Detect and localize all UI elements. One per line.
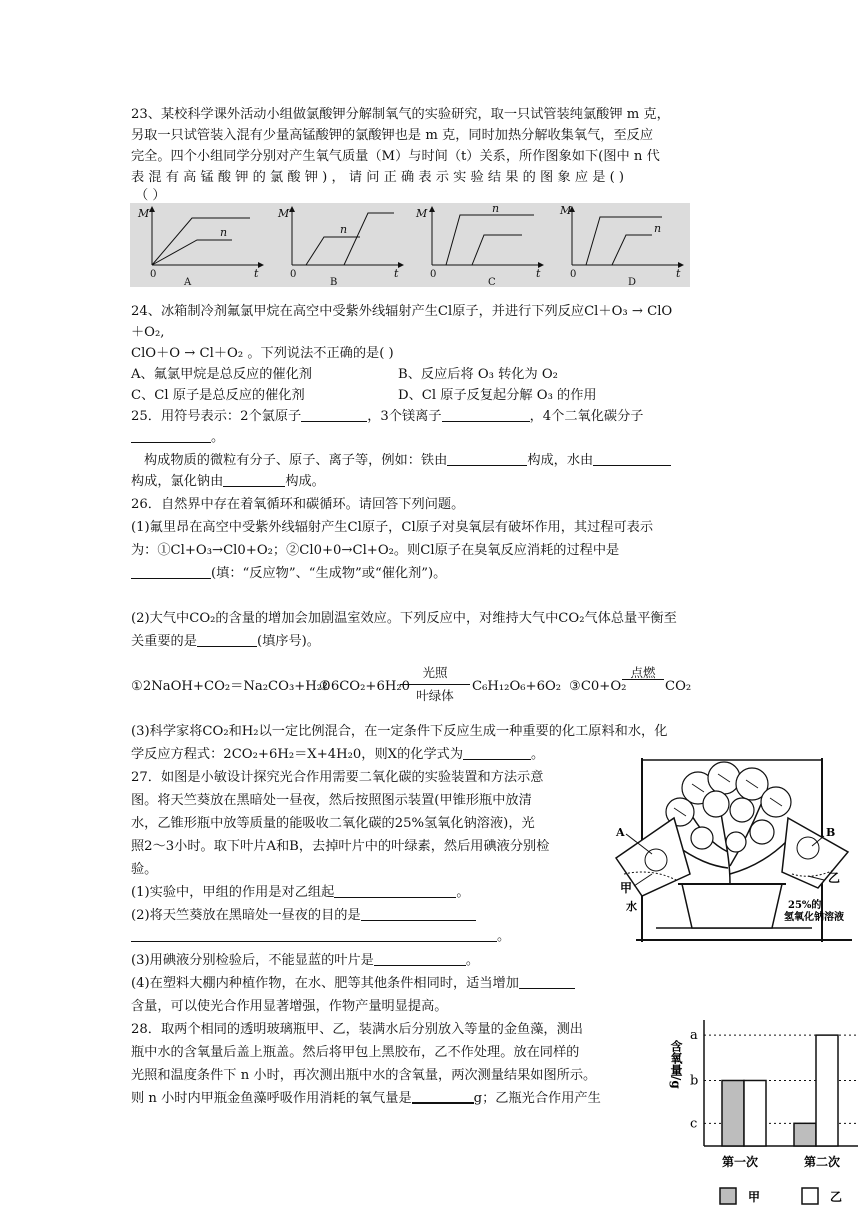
fig-label-jia: 甲 <box>620 881 633 895</box>
q26-p1-line-3-text: (填：“反应物”、“生成物”或“催化剂”)。 <box>211 566 447 581</box>
q26-p2-line-2-end: (填序号)。 <box>256 634 320 649</box>
graph-b <box>272 203 407 287</box>
q26-eq-3-arrow <box>622 663 664 687</box>
q26-eq-2-condition-top: 光照 <box>422 665 448 680</box>
q26-blank-x-formula[interactable] <box>463 745 531 760</box>
q28-line-4 <box>131 1088 731 1109</box>
q26-p3-line-2-end: 。 <box>531 747 545 762</box>
q24-line-3: ClO＋O → Cl＋O₂ 。下列说法不正确的是( ) <box>131 346 394 361</box>
legend-swatch-yi <box>802 1188 818 1204</box>
legend-label-yi: 乙 <box>830 1190 843 1204</box>
q26-p3-line-2-text: 学反应方程式：2CO₂+6H₂＝X+4H₂0，则X的化学式为 <box>131 747 464 762</box>
q27-blank-2a[interactable] <box>361 906 476 921</box>
q26-p2-line-2-text: 关重要的是 <box>131 634 197 649</box>
graph-c-origin: 0 <box>430 269 437 280</box>
q26-p2-line-2 <box>131 631 731 652</box>
graph-a-option: A <box>184 277 192 287</box>
plant-leaves-icon <box>666 762 791 852</box>
q25-line-2 <box>131 427 731 448</box>
q26-eq-3-left: ③C0+O₂ <box>569 679 627 694</box>
q26-eq-2-arrow <box>400 663 470 703</box>
fig-label-yi: 乙 <box>828 871 841 885</box>
chart-tick-a: a <box>690 1028 698 1044</box>
fig-label-water: 水 <box>626 900 637 913</box>
q26-p1-line-3 <box>131 563 731 584</box>
q27-sub-2-cont: 。 <box>131 926 731 947</box>
graph-a <box>132 203 267 287</box>
chart-tick-c: c <box>690 1116 698 1132</box>
graph-d-y-label: M <box>560 204 572 217</box>
q26-p2-line-1: (2)大气中CO₂的含量的增加会加剧温室效应。下列反应中，对维持大气中CO₂气体总量平衡至 <box>131 611 677 626</box>
q27-sub-4b: 含量，可以使光合作用显著增强，作物产量明显提高。 <box>131 999 448 1014</box>
q25-blank-water[interactable] <box>593 451 671 466</box>
graph-b-origin: 0 <box>290 269 297 280</box>
graph-d <box>552 203 687 287</box>
q27-line-1: 27．如图是小敏设计探究光合作用需要二氧化碳的实验装置和方法示意 <box>131 770 544 785</box>
q27-blank-2b[interactable] <box>131 927 497 942</box>
q28-blank-respiration[interactable] <box>412 1088 474 1104</box>
q24-option-d: D、Cl 原子反复起分解 O₃ 的作用 <box>398 388 597 403</box>
chart-tick-b: b <box>690 1073 699 1089</box>
q26-p1-line-1: (1)氟里昂在高空中受紫外线辐射产生Cl原子，Cl原子对臭氧层有破坏作用，其过程可表示 <box>131 520 654 535</box>
q28-line-1: 28．取两个相同的透明玻璃瓶甲、乙，装满水后分别放入等量的金鱼藻，测出 <box>131 1022 583 1037</box>
q26-p3-line-1: (3)科学家将CO₂和H₂以一定比例混合，在一定条件下反应生成一种重要的化工原料和水，化 <box>131 724 668 739</box>
graph-a-y-label: M <box>138 207 150 220</box>
legend-label-jia: 甲 <box>748 1190 761 1204</box>
q27-sub-4a-text: (4)在塑料大棚内种植作物，在水、肥等其他条件相同时，适当增加 <box>131 976 519 991</box>
graph-c-x-label: t <box>536 267 541 280</box>
q27-line-5: 验。 <box>131 862 158 877</box>
graph-a-origin: 0 <box>150 269 157 280</box>
graph-c-curve-label: n <box>492 203 500 215</box>
fig-label-solution-1: 25%的 <box>788 900 822 911</box>
q24-option-b: B、反应后将 O₃ 转化为 O₂ <box>398 367 558 382</box>
q25-text-7: 构成。 <box>285 474 325 489</box>
q26-eq-3-right: CO₂ <box>665 679 692 694</box>
q27-sub-1-text: (1)实验中，甲组的作用是对乙组起 <box>131 885 335 900</box>
q28-line-4-text-1: 则 n 小时内甲瓶金鱼藻呼吸作用消耗的氧气量是 <box>131 1091 412 1106</box>
q25-text-5: 构成，水由 <box>527 453 594 468</box>
chart-bar-jia-2 <box>794 1123 816 1146</box>
chart-ylabel: 含氧量/g <box>669 1040 683 1089</box>
q25-text-4: 构成物质的微粒有分子、原子、离子等，例如：铁由 <box>144 453 448 468</box>
q23-line-5: （ ） <box>135 188 166 203</box>
q23-line-1: 23、某校科学课外活动小组做氯酸钾分解制氧气的实验研究，取一只试管装纯氯酸钾 m 克， <box>131 107 670 122</box>
q27-blank-1[interactable] <box>334 883 456 898</box>
fig-label-b: B <box>826 826 836 839</box>
q25-text-1: 25．用符号表示：2个氯原子 <box>131 409 302 424</box>
graph-c-option: C <box>488 277 496 287</box>
q25-blank-chlorine[interactable] <box>301 407 367 422</box>
q28-oxygen-chart <box>662 1016 860 1216</box>
q26-eq-2-left: ②6CO₂+6H₂0 <box>319 679 411 694</box>
graph-b-option: B <box>330 277 338 287</box>
q27-blank-3[interactable] <box>374 951 466 966</box>
q28-line-2: 瓶中水的含氧量后盖上瓶盖。然后将甲包上黑胶布，乙不作处理。放在同样的 <box>131 1045 580 1060</box>
graph-b-curve-label: n <box>340 223 348 236</box>
q26-p1-line-2: 为：①Cl+O₃→Cl0+O₂；②Cl0+0→Cl+O₂。则Cl原子在臭氧反应消耗的过程中是 <box>131 543 620 558</box>
chart-category-2: 第二次 <box>803 1155 841 1169</box>
q25-text-6: 构成，氯化钠由 <box>131 474 224 489</box>
q26-eq-3-condition-top: 点燃 <box>630 665 656 680</box>
q25-text-2: ，3个镁离子 <box>367 409 442 424</box>
q27-sub-2-text: (2)将天竺葵放在黑暗处一昼夜的目的是 <box>131 908 361 923</box>
graph-a-curve-label: n <box>220 226 228 239</box>
q27-line-3: 水，乙锥形瓶中放等质量的能吸收二氧化碳的25%氢氧化钠溶液)，光 <box>131 816 535 831</box>
q28-line-4-text-2: g；乙瓶光合作用产生 <box>473 1091 601 1106</box>
q23-line-3: 完全。四个小组同学分别对产生氧气质量（M）与时间（t）关系，所作图象如下(图中 n 代 <box>131 149 660 164</box>
graph-b-y-label: M <box>278 207 290 220</box>
q27-sub-4a <box>131 973 731 994</box>
q25-line-2-end: 。 <box>211 430 225 445</box>
q25-blank-nacl[interactable] <box>223 472 285 487</box>
graph-a-x-label: t <box>254 267 259 280</box>
q23-line-2: 另取一只试管装入混有少量高锰酸钾的氯酸钾也是 m 克，同时加热分解收集氧气，至反应 <box>131 128 654 143</box>
fig-label-solution-2: 氢氧化钠溶液 <box>784 912 844 923</box>
q27-sub-3: (3)用碘液分别检验后，不能显蓝的叶片是 。 <box>131 953 480 968</box>
q25-blank-iron[interactable] <box>447 451 527 466</box>
q26-blank-cl-role[interactable] <box>131 564 211 579</box>
q28-line-3: 光照和温度条件下 n 小时，再次测出瓶中水的含氧量，两次测量结果如图所示。 <box>131 1068 597 1083</box>
q26-blank-reaction[interactable] <box>197 632 257 647</box>
q28-chart-svg <box>662 1016 860 1216</box>
graph-d-x-label: t <box>676 267 681 280</box>
q24-option-a: A、氟氯甲烷是总反应的催化剂 <box>131 367 312 382</box>
q26-eq-2-right: C₆H₁₂O₆+6O₂ <box>472 679 562 694</box>
graph-d-origin: 0 <box>570 269 577 280</box>
graph-c <box>412 203 547 287</box>
q24-option-c: C、Cl 原子是总反应的催化剂 <box>131 388 305 403</box>
q27-experiment-figure <box>612 756 860 946</box>
q25-line-3 <box>144 450 744 471</box>
q26-eq-2-condition-bottom: 叶绿体 <box>416 688 454 703</box>
q25-text-3: ，4个二氧化碳分子 <box>529 409 644 424</box>
q24-line-2: ＋O₂, <box>131 325 165 340</box>
q27-blank-4[interactable] <box>519 974 575 989</box>
chart-category-1: 第一次 <box>721 1155 759 1169</box>
graph-d-curve-label: n <box>654 222 662 235</box>
graph-b-x-label: t <box>394 267 399 280</box>
q25-line-1 <box>131 406 731 427</box>
graph-d-option: D <box>628 277 637 287</box>
legend-swatch-jia <box>720 1188 736 1204</box>
fig-label-a: A <box>616 826 625 839</box>
q26-title: 26．自然界中存在着氧循环和碳循环。请回答下列问题。 <box>131 497 465 512</box>
q25-blank-magnesium[interactable] <box>442 407 530 422</box>
chart-bar-jia-1 <box>722 1080 744 1146</box>
q27-line-4: 照2～3小时。取下叶片A和B，去掉叶片中的叶绿素，然后用碘液分别检 <box>131 839 550 854</box>
q26-eq-1: ①2NaOH+CO₂＝Na₂CO₃+H₂0 <box>131 679 331 694</box>
q27-sub-1: (1)实验中，甲组的作用是对乙组起 。 <box>131 885 470 900</box>
q23-graphs-strip <box>130 203 690 287</box>
q27-sub-3-text: (3)用碘液分别检验后，不能显蓝的叶片是 <box>131 953 374 968</box>
q27-line-2: 图。将天竺葵放在黑暗处一昼夜，然后按照图示装置(甲锥形瓶中放清 <box>131 793 532 808</box>
q25-line-4 <box>131 471 731 492</box>
q25-blank-co2[interactable] <box>131 428 211 443</box>
graph-c-y-label: M <box>416 207 428 220</box>
q24-line-1: 24、冰箱制冷剂氟氯甲烷在高空中受紫外线辐射产生Cl原子，并进行下列反应Cl＋O₃ → ClO <box>131 304 673 319</box>
chart-bar-yi-1 <box>744 1080 766 1146</box>
q23-line-4: 表 混 有 高 锰 酸 钾 的 氯 酸 钾 ) ， 请 问 正 确 表 示 实 验 结 果 的 图 象 应 是 ( ) <box>131 170 625 185</box>
chart-bar-yi-2 <box>816 1035 838 1146</box>
